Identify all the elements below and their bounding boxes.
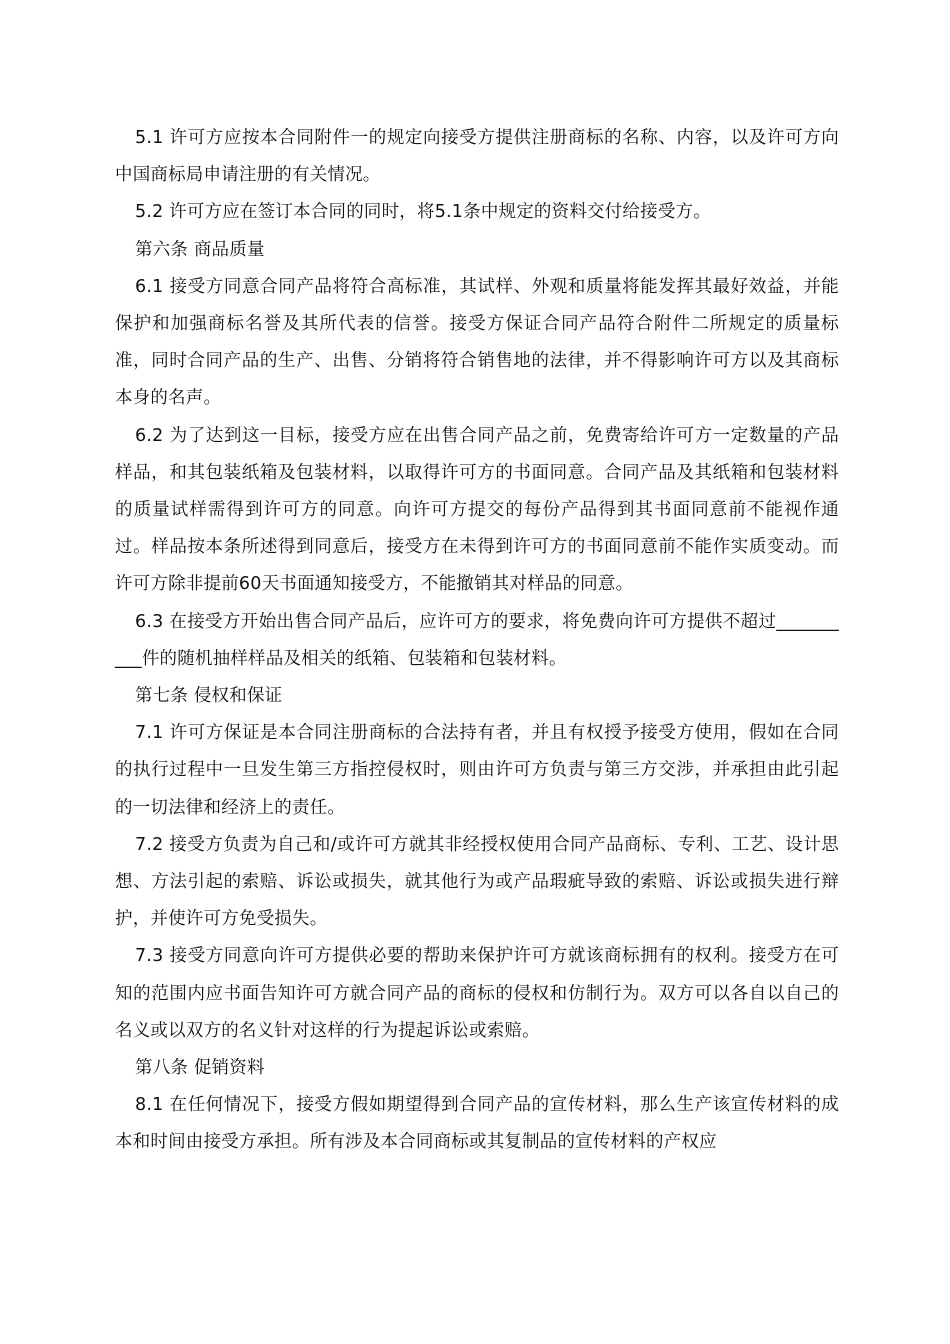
clause-5-2: 5.2 许可方应在签订本合同的同时，将5.1条中规定的资料交付给接受方。 (135, 202, 711, 223)
clause-8-1: 8.1 在任何情况下，接受方假如期望得到合同产品的宣传材料，那么生产该宣传材料的成本和时间由接受方承担。所有涉及本合同商标或其复制品的宣传材料的产权应 (115, 1095, 839, 1153)
article-8-heading: 第八条 促销资料 (135, 1058, 265, 1079)
document-page (115, 120, 839, 1162)
clause-7-2: 7.2 接受方负责为自己和/或许可方就其非经授权使用合同产品商标、专利、工艺、设计思想、方法引起的索赔、诉讼或损失，就其他行为或产品瑕疵导致的索赔、诉讼或损失进行辩护，并使许可方免受损失。 (115, 834, 839, 930)
article-6-heading: 第六条 商品质量 (135, 239, 265, 260)
clause-7-3: 7.3 接受方同意向许可方提供必要的帮助来保护许可方就该商标拥有的权利。接受方在可知的范围内应书面告知许可方就合同产品的商标的侵权和仿制行为。双方可以各自以自己的名义或以双方的名义针对这样的行为提起诉讼或索赔。 (115, 946, 839, 1041)
clause-6-1: 6.1 接受方同意合同产品将符合高标准，其试样、外观和质量将能发挥其最好效益，并能保护和加强商标名誉及其所代表的信誉。接受方保证合同产品符合附件二所规定的质量标准，同时合同产品的生产、出售、分销将符合销售地的法律，并不得影响许可方以及其商标本身的名声。 (115, 276, 839, 409)
clause-5-1: 5.1 许可方应按本合同附件一的规定向接受方提供注册商标的名称、内容，以及许可方向中国商标局申请注册的有关情况。 (115, 128, 839, 186)
clause-7-1: 7.1 许可方保证是本合同注册商标的合法持有者，并且有权授予接受方使用，假如在合同的执行过程中一旦发生第三方指控侵权时，则由许可方负责与第三方交涉，并承担由此引起的一切法律和经济上的责任。 (115, 723, 839, 818)
clause-6-3: 6.3 在接受方开始出售合同产品后，应许可方的要求，将免费向许可方提供不超过__________件的随机抽样样品及相关的纸箱、包装箱和包装材料。 (115, 611, 839, 669)
article-7-heading: 第七条 侵权和保证 (135, 686, 283, 707)
clause-6-2: 6.2 为了达到这一目标，接受方应在出售合同产品之前，免费寄给许可方一定数量的产品样品，和其包装纸箱及包装材料，以取得许可方的书面同意。合同产品及其纸箱和包装材料的质量试样需得到许可方的同意。向许可方提交的每份产品得到其书面同意前不能视作通过。样品按本条所述得到同意后，接受方在未得到许可方的书面同意前不能作实质变动。而许可方除非提前60天书面通知接受方，不能撤销其对样品的同意。 (115, 425, 839, 595)
